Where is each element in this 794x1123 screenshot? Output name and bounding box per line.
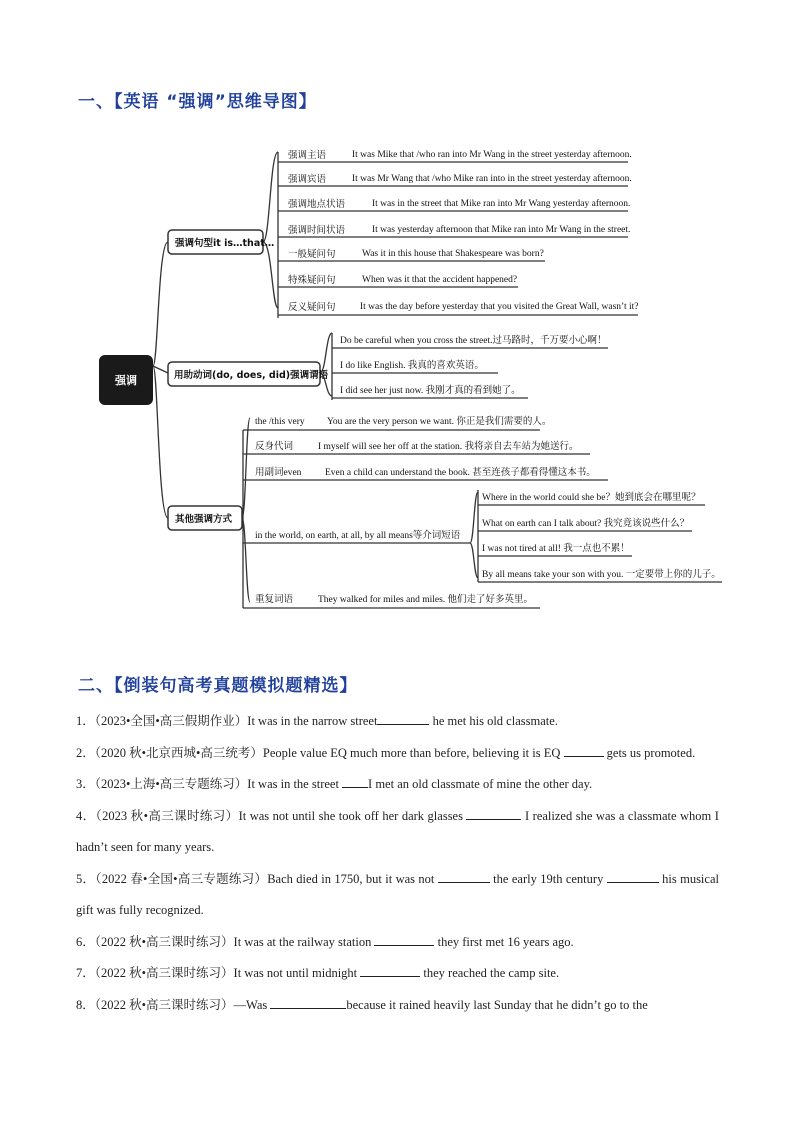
question-item [76, 990, 719, 1022]
question-text: they first met 16 years ago. [434, 934, 574, 949]
leaf-tag: the /this very [255, 417, 305, 427]
leaf-example: It was Mr Wang that /who Mike ran into in the street yesterday afternoon. [352, 174, 632, 184]
question-text: —Was [233, 997, 271, 1012]
leaf-example: Where in the world could she be？她到底会在哪里呢？ [482, 493, 701, 503]
question-list [76, 706, 719, 1021]
leaf-example: It was in the street that Mike ran into Mr Wang yesterday afternoon. [372, 199, 631, 209]
question-text: It was in the narrow street [247, 714, 378, 728]
question-text: I met an old classmate of mine the other day. [368, 777, 593, 791]
question-source: （2023•全国•高三假期作业） [94, 714, 248, 728]
question-number: 8． [76, 997, 95, 1012]
leaf-example: I was not tired at all! 我一点也不累！ [482, 544, 630, 554]
question-item [76, 769, 719, 801]
leaf-tag: 反身代词 [255, 442, 294, 452]
leaf-tag: 反义疑问句 [288, 303, 336, 313]
answer-blank[interactable] [270, 996, 346, 1009]
leaf-example: Do be careful when you cross the street.过马路时，千万要小心啊！ [340, 336, 607, 346]
question-text: It was not until she took off her dark glasses [238, 808, 467, 823]
question-text: It was at the railway station [233, 934, 375, 949]
question-source: （2022 秋•高三课时练习） [94, 966, 234, 980]
mind-map-root-label: 强调 [115, 374, 137, 387]
answer-blank[interactable] [466, 807, 521, 820]
leaf-tag: 用副词even [255, 468, 302, 478]
question-number: 5． [76, 871, 96, 886]
question-text: they reached the camp site. [420, 966, 560, 980]
leaf-tag: 强调时间状语 [288, 226, 346, 236]
leaf-example: I myself will see her off at the station. 我将亲自去车站为她送行。 [318, 442, 579, 452]
question-number: 6． [76, 934, 95, 949]
leaf-example: I do like English. 我真的喜欢英语。 [340, 361, 484, 371]
leaf-example: Even a child can understand the book. 甚至连孩子都看得懂这本书。 [325, 468, 596, 478]
question-text: he met his old classmate. [429, 714, 558, 728]
question-item [76, 801, 719, 864]
question-source: （2022 秋•高三课时练习） [94, 934, 234, 949]
question-item [76, 864, 719, 927]
question-text: gets us promoted. [603, 745, 696, 760]
section-title-questions: 二、【倒装句高考真题模拟题精选】 [78, 676, 358, 696]
question-source: （2020 秋•北京西城•高三统考） [94, 745, 263, 760]
answer-blank[interactable] [564, 744, 604, 757]
question-text: People value EQ much more than before, believing it is EQ [262, 745, 564, 760]
question-text: his musical gift was fully recognized. [76, 871, 719, 917]
answer-blank[interactable] [342, 775, 368, 788]
leaf-example: You are the very person we want. 你正是我们需要的人。 [327, 417, 552, 427]
branch-other-label: 其他强调方式 [175, 514, 233, 525]
leaf-example: It was Mike that /who ran into Mr Wang in the street yesterday afternoon. [352, 150, 632, 160]
leaf-example: Was it in this house that Shakespeare was born? [362, 249, 544, 259]
question-text: I realized she was a classmate whom I hadn’t seen for many years. [76, 808, 719, 854]
answer-blank[interactable] [360, 964, 420, 977]
branch-it-is-that-label: 强调句型it is…that… [175, 238, 275, 249]
leaf-example: It was yesterday afternoon that Mike ran into Mr Wang in the street. [372, 225, 631, 235]
leaf-example: They walked for miles and miles. 他们走了好多英里。 [318, 595, 534, 605]
answer-blank[interactable] [438, 870, 490, 883]
answer-blank[interactable] [607, 870, 659, 883]
leaf-example: By all means take your son with you. 一定要带上你的儿子。 [482, 570, 721, 580]
leaf-example: It was the day before yesterday that you visited the Great Wall, wasn’t it? [360, 302, 639, 312]
question-item [76, 927, 719, 959]
leaf-tag: 重复词语 [255, 595, 294, 605]
leaf-tag: 强调宾语 [288, 175, 327, 185]
question-item [76, 706, 719, 738]
question-text: the early 19th century [489, 871, 607, 886]
answer-blank[interactable] [377, 712, 429, 725]
leaf-tag: 一般疑问句 [288, 250, 336, 260]
question-item [76, 958, 719, 990]
branch-auxiliary-label: 用助动词(do, does, did)强调谓语 [174, 370, 329, 381]
question-text: because it rained heavily last Sunday that he didn’t go to the [346, 997, 648, 1012]
question-text: It was not until midnight [233, 966, 361, 980]
leaf-tag: 强调地点状语 [288, 200, 346, 210]
leaf-example: I did see her just now. 我刚才真的看到她了。 [340, 386, 521, 396]
question-number: 1． [76, 714, 95, 728]
question-number: 7． [76, 966, 95, 980]
leaf-example: What on earth can I talk about? 我究竟该说些什么？ [482, 519, 690, 529]
question-source: （2023 秋•高三课时练习） [95, 808, 239, 823]
question-item [76, 738, 719, 770]
leaf-tag: 特殊疑问句 [288, 276, 336, 286]
question-text: Bach died in 1750, but it was not [267, 871, 438, 886]
leaf-example: When was it that the accident happened? [362, 275, 518, 285]
question-number: 3． [76, 777, 95, 791]
answer-blank[interactable] [374, 933, 434, 946]
leaf-tag: 强调主语 [288, 151, 327, 161]
emphasis-mind-map [0, 130, 794, 620]
section-title-mindmap: 一、【英语 “强调”思维导图】 [78, 92, 317, 112]
question-number: 2． [76, 745, 95, 760]
question-source: （2022 秋•高三课时练习） [94, 997, 234, 1012]
question-source: （2023•上海•高三专题练习） [94, 777, 248, 791]
question-number: 4． [76, 808, 96, 823]
question-source: （2022 春•全国•高三专题练习） [95, 871, 268, 886]
question-text: It was in the street [247, 777, 343, 791]
leaf-tag: in the world, on earth, at all, by all means等介词短语 [255, 531, 461, 541]
